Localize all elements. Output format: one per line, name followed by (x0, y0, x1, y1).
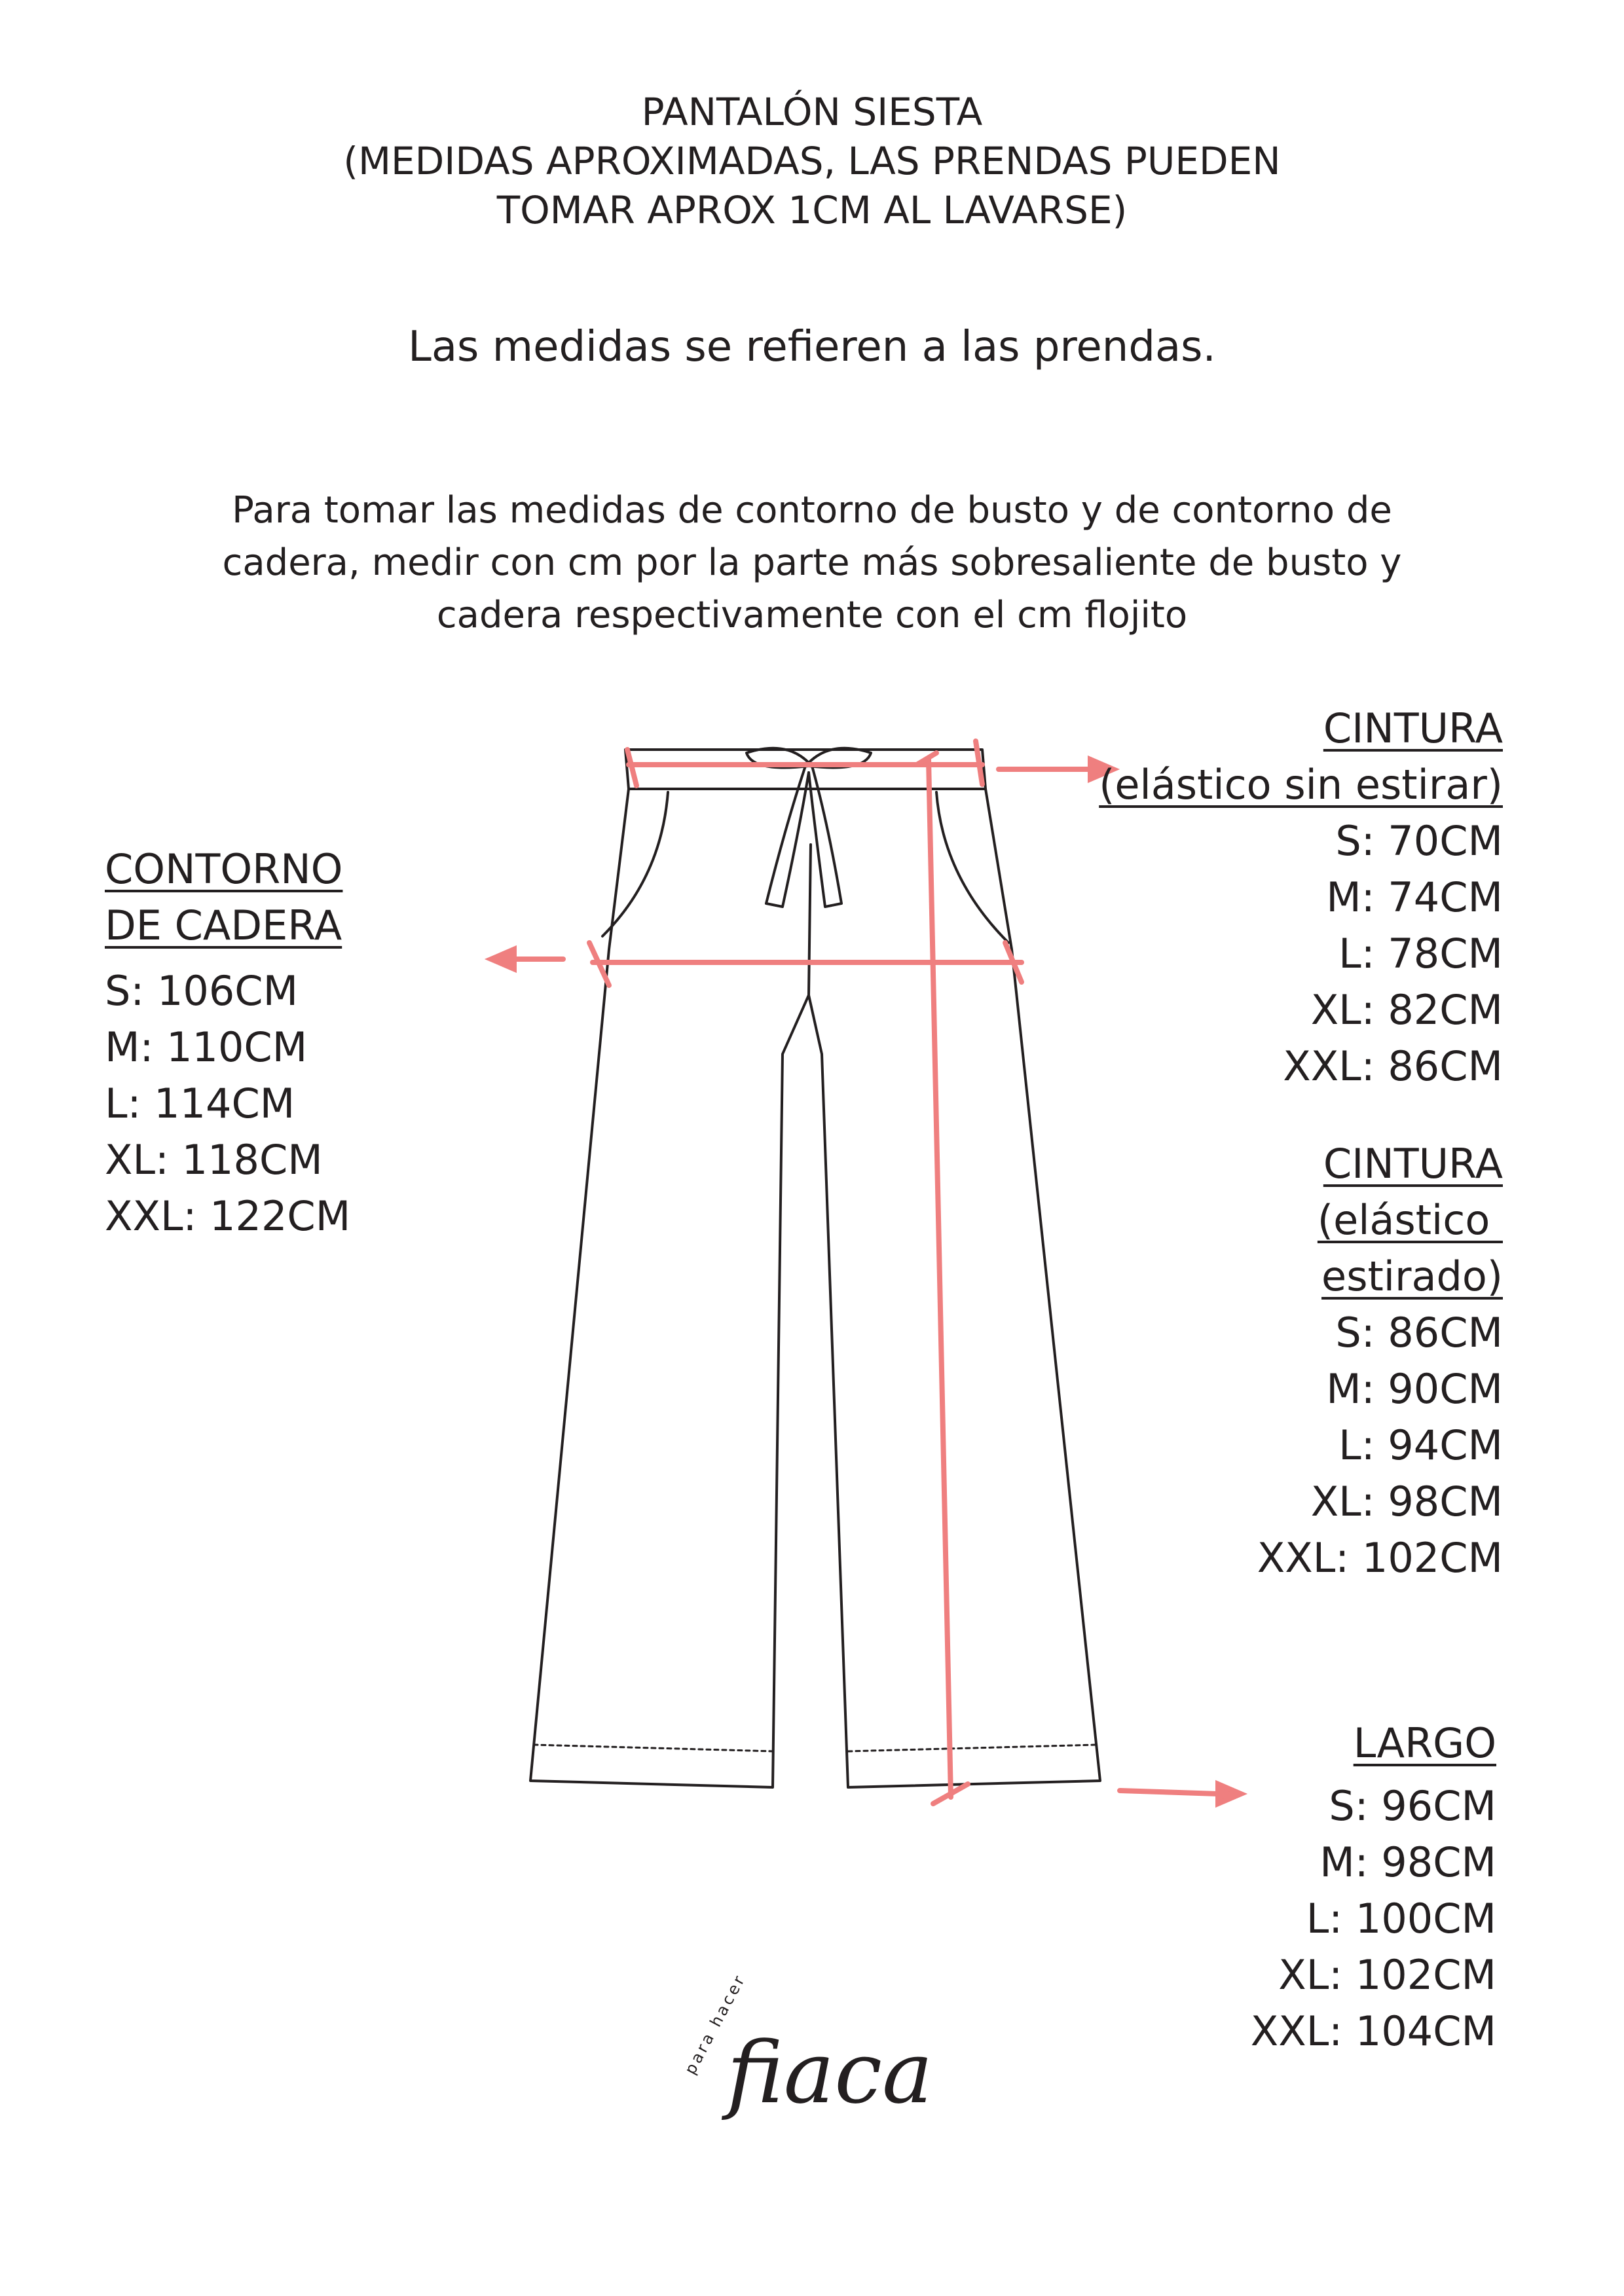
logo-tagline: para hacer (681, 1970, 750, 2078)
waist-tick-right (976, 741, 982, 784)
waist-stretched-heading-line2: (elástico (1317, 1196, 1503, 1244)
waist-relaxed-size-s: S: 70CM (1335, 817, 1503, 865)
waist-relaxed-size-xxl: XXL: 86CM (1283, 1042, 1503, 1090)
length-size-m: M: 98CM (1320, 1838, 1496, 1886)
length-size-xxl: XXL: 104CM (1250, 2007, 1496, 2055)
hip-size-s: S: 106CM (105, 967, 299, 1015)
hip-size-xl: XL: 118CM (105, 1136, 323, 1184)
logo-wordmark: fiaca (727, 2023, 933, 2123)
length-arrow-head (1218, 1784, 1241, 1804)
hip-size-l: L: 114CM (105, 1080, 295, 1127)
length-size-s: S: 96CM (1329, 1782, 1496, 1830)
page-note-line1: (MEDIDAS APROXIMADAS, LAS PRENDAS PUEDEN (343, 139, 1281, 183)
waist-stretched-size-m: M: 90CM (1326, 1365, 1503, 1413)
brand-logo (668, 1970, 956, 2141)
waist-relaxed-size-m: M: 74CM (1326, 873, 1503, 921)
waist-stretched-size-s: S: 86CM (1335, 1309, 1503, 1357)
waist-stretched-heading-line1: CINTURA (1323, 1140, 1503, 1188)
pants-outline (530, 748, 1100, 1787)
length-measurements (1251, 1715, 1496, 2060)
waist-relaxed-size-xl: XL: 82CM (1310, 986, 1503, 1034)
hip-size-m: M: 110CM (105, 1023, 308, 1071)
waist-relaxed-measurements (1099, 701, 1503, 1095)
waist-relaxed-heading-line2: (elástico sin estirar) (1099, 761, 1503, 809)
hip-heading-line2: DE CADERA (105, 902, 342, 949)
waist-relaxed-size-l: L: 78CM (1338, 930, 1503, 977)
length-heading: LARGO (1353, 1719, 1496, 1767)
waist-stretched-size-xxl: XXL: 102CM (1257, 1534, 1503, 1582)
hip-arrow-head (491, 949, 514, 969)
waist-relaxed-heading-line1: CINTURA (1323, 704, 1503, 752)
waist-stretched-heading-line3: estirado) (1321, 1252, 1503, 1300)
page-subtitle: Las medidas se refieren a las prendas. (408, 323, 1216, 371)
waist-stretched-size-l: L: 94CM (1338, 1421, 1503, 1469)
page-title: PANTALÓN SIESTA (641, 90, 983, 134)
page-note-line2: TOMAR APROX 1CM AL LAVARSE) (496, 188, 1128, 232)
waist-stretched-size-xl: XL: 98CM (1310, 1478, 1503, 1525)
instructions-line1: Para tomar las medidas de contorno de busto y de contorno de (232, 489, 1392, 532)
hip-measurements (105, 841, 350, 1245)
hip-size-xxl: XXL: 122CM (105, 1192, 351, 1240)
instructions-line3: cadera respectivamente con el cm flojito (436, 594, 1188, 636)
length-size-l: L: 100CM (1306, 1895, 1496, 1942)
waist-stretched-measurements (1257, 1136, 1503, 1586)
instructions-line2: cadera, medir con cm por la parte más sobresaliente de busto y (222, 541, 1402, 584)
length-size-xl: XL: 102CM (1278, 1951, 1496, 1999)
length-arrow (1120, 1791, 1218, 1794)
length-measure-line (929, 759, 951, 1797)
hip-heading-line1: CONTORNO (105, 845, 343, 893)
